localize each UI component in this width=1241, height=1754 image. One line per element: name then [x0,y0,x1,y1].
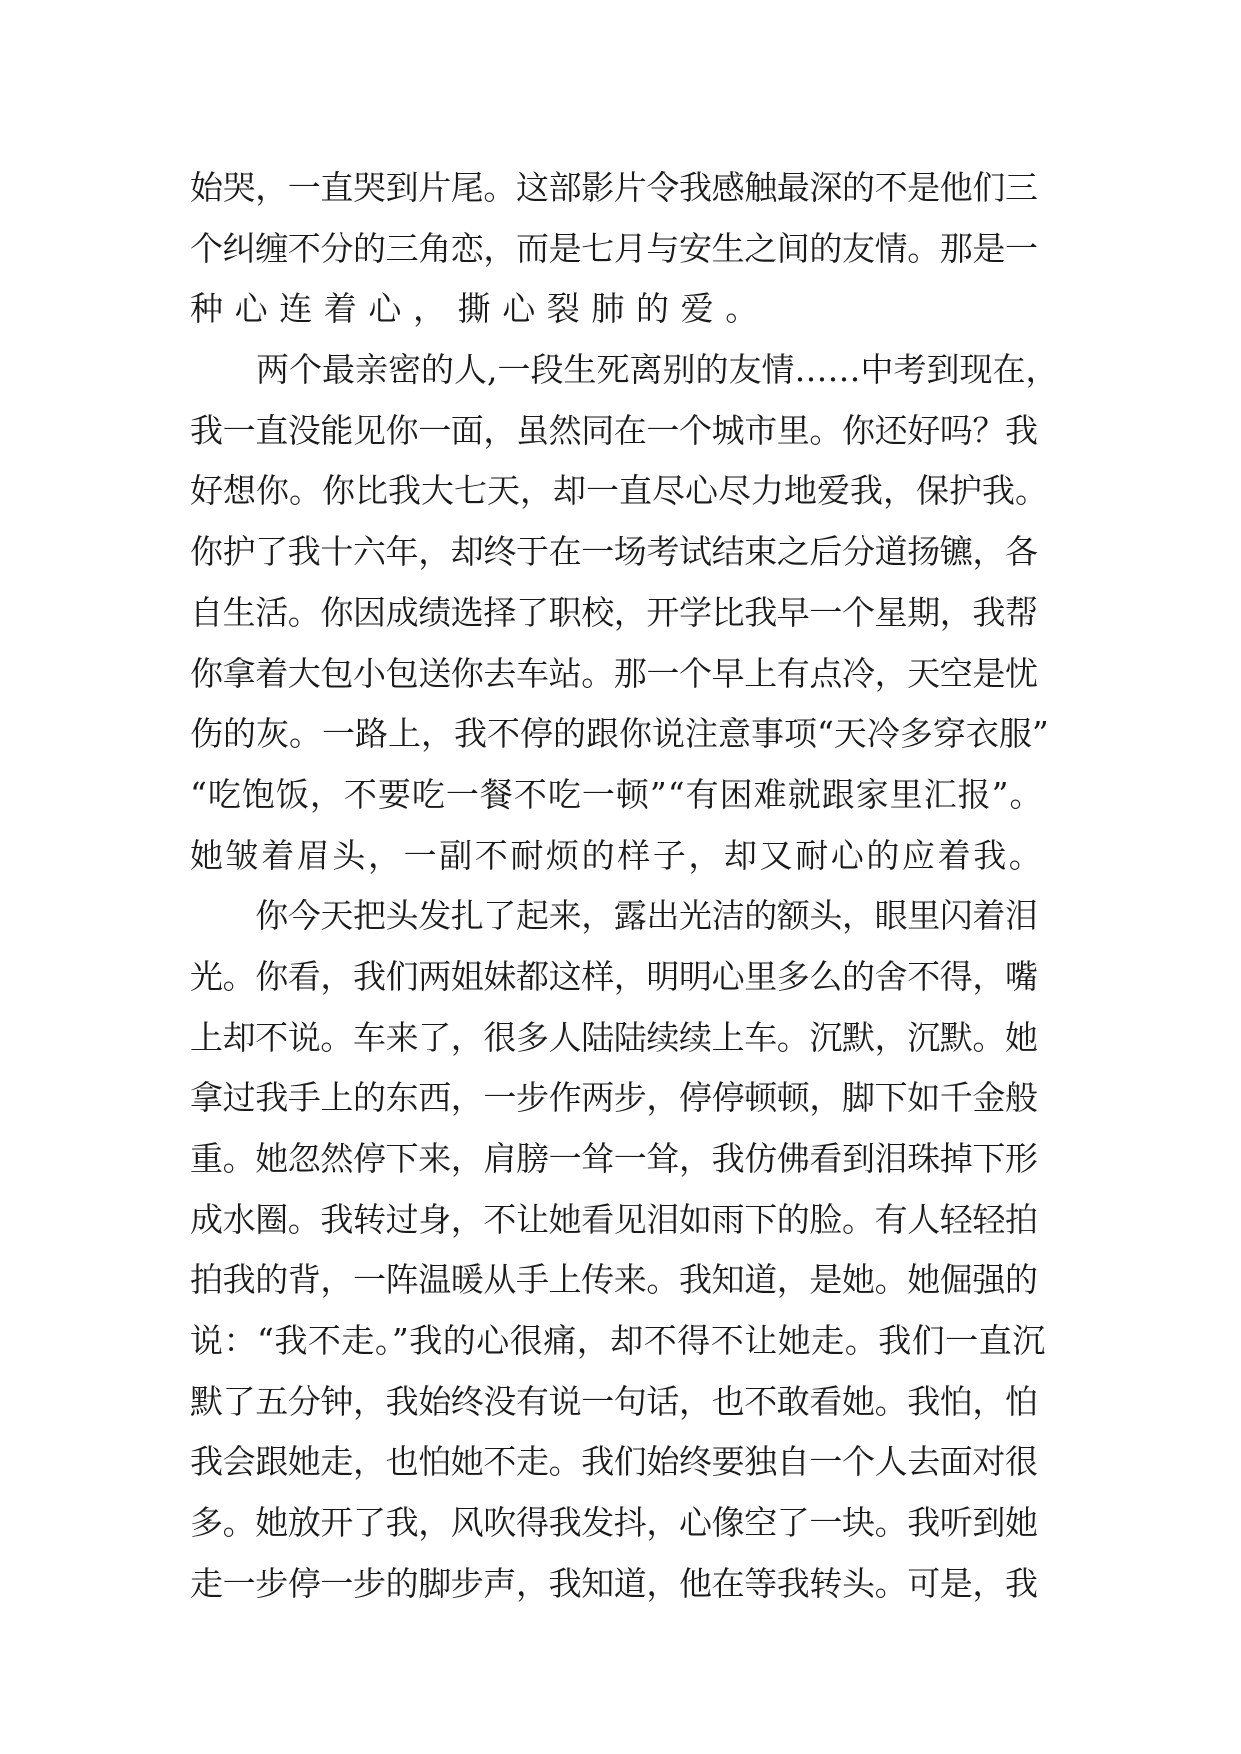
text-line: 好想你。你比我大七天，却一直尽心尽力地爱我，保护我。 [190,471,1048,511]
text-line: 你拿着大包小包送你去车站。那一个早上有点冷，天空是忧 [190,653,1038,693]
text-line: 伤的灰。一路上，我不停的跟你说注意事项“天冷多穿衣服” [190,714,1049,754]
text-line: 我一直没能见你一面，虽然同在一个城市里。你还好吗？我 [190,410,1038,450]
text-line: 你护了我十六年，却终于在一场考试结束之后分道扬镳，各 [190,532,1038,572]
text-line: 多。她放开了我，风吹得我发抖，心像空了一块。我听到她 [190,1503,1038,1543]
text-line: 她皱着眉头，一副不耐烦的样子，却又耐心的应着我。 [190,835,1045,875]
text-line: 拿过我手上的东西，一步作两步，停停顿顿，脚下如千金般 [190,1078,1038,1118]
body-text [190,158,1059,1615]
text-line: 我会跟她走，也怕她不走。我们始终要独自一个人去面对很 [190,1442,1038,1482]
text-line: 个纠缠不分的三角恋，而是七月与安生之间的友情。那是一 [190,228,1038,268]
text-line: 走一步停一步的脚步声，我知道，他在等我转头。可是，我 [190,1563,1038,1603]
text-line: 始哭，一直哭到片尾。这部影片令我感触最深的不是他们三 [190,168,1038,207]
text-line: “吃饱饭，不要吃一餐不吃一顿”“有困难就跟家里汇报”。 [190,774,1044,814]
text-line: 种心连着心，撕心裂肺的爱。 [190,289,770,329]
text-line: 拍我的背，一阵温暖从手上传来。我知道，是她。她倔强的 [190,1260,1038,1300]
text-line: 光。你看，我们两姐妹都这样，明明心里多么的舍不得，嘴 [190,956,1038,996]
text-line: 两个最亲密的人,一段生死离别的友情……中考到现在， [190,350,1059,390]
text-line: 你今天把头发扎了起来，露出光洁的额头，眼里闪着泪 [190,896,1038,936]
text-line: 成水圈。我转过身，不让她看见泪如雨下的脸。有人轻轻拍 [190,1199,1038,1239]
text-line: 上却不说。车来了，很多人陆陆续续上车。沉默，沉默。她 [190,1017,1038,1057]
text-line: 自生活。你因成绩选择了职校，开学比我早一个星期，我帮 [190,592,1038,632]
text-line: 默了五分钟，我始终没有说一句话，也不敢看她。我怕，怕 [190,1381,1038,1421]
text-line: 说：“我不走。”我的心很痛，却不得不让她走。我们一直沉 [190,1321,1046,1361]
text-line: 重。她忽然停下来，肩膀一耸一耸，我仿佛看到泪珠掉下形 [190,1139,1038,1178]
